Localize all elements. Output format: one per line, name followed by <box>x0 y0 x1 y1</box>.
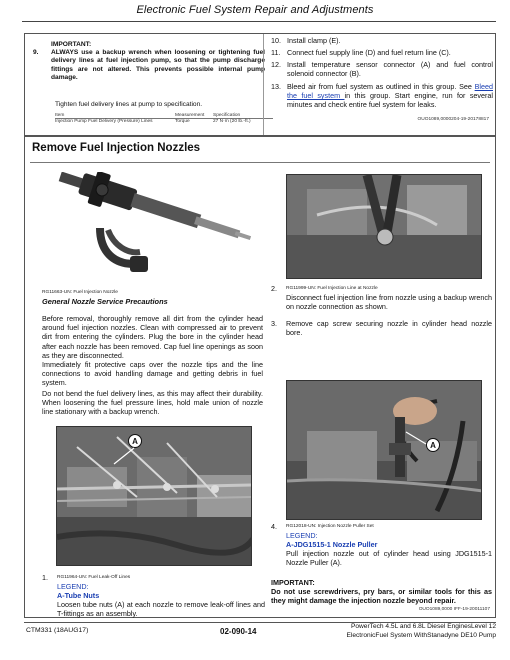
spec-table <box>55 113 273 124</box>
step-4-text: Pull injection nozzle out of cylinder head using JDG1515-1 Nozzle Puller (A). <box>286 549 492 568</box>
nozzle-puller-photo <box>286 380 482 520</box>
section-title-rule <box>30 162 490 163</box>
subheading-precautions: General Nozzle Service Precautions <box>42 297 168 306</box>
step-1-legend-item: A-Tube Nuts <box>57 591 100 600</box>
step-10 <box>271 36 491 45</box>
fig-nozzle-puller-caption: RG12018-UN: Injection Nozzle Puller Set <box>286 524 374 529</box>
page-header-title: Electronic Fuel System Repair and Adjustments <box>136 4 374 16</box>
step-13-text-post: in this group. Start engine, run for several minutes and check entire fuel system for leaks. <box>287 91 493 110</box>
spec-cell-item: Injection Pump Fuel Delivery (Pressure) Lines <box>55 119 153 124</box>
step-12 <box>271 60 493 78</box>
step-1-number: 1. <box>42 573 48 582</box>
footer-page-number: 02-090-14 <box>220 627 257 636</box>
step-2-number: 2. <box>271 284 277 293</box>
right-important-label: IMPORTANT: <box>271 578 315 587</box>
bleed-fuel-system-link[interactable]: Bleed the fuel system <box>287 82 493 101</box>
leak-off-lines-photo <box>56 426 252 566</box>
step-3-text: Remove cap screw securing nozzle in cylinder head nozzle bore. <box>286 319 492 338</box>
top-reference-code: OUO1089,0000204-19-20178817 <box>417 117 489 122</box>
step-4-legend-item: A-JDG1515-1 Nozzle Puller <box>286 540 378 549</box>
step-13 <box>271 82 493 110</box>
spec-header-specification: Specification <box>213 113 241 118</box>
callout-a-tube-nuts: A <box>128 434 142 448</box>
step-number-9: 9. <box>33 49 39 56</box>
footer-right-line-2: ElectronicFuel System WithStanadyne DE10 Pump <box>346 632 496 639</box>
tighten-instruction: Tighten fuel delivery lines at pump to specification. <box>55 101 203 108</box>
callout-a-nozzle-puller: A <box>426 438 440 452</box>
step-4-legend-label: LEGEND: <box>286 531 318 540</box>
fig-fuel-line-caption: RG11999-UN: Fuel Injection Line at Nozzle <box>286 286 378 291</box>
header-divider <box>22 21 496 22</box>
step-1-legend-label: LEGEND: <box>57 582 89 591</box>
step-10-text: Install clamp (E). <box>287 36 341 45</box>
step-3-number: 3. <box>271 319 277 328</box>
step-13-text-pre: Bleed air from fuel system as outlined in this group. See <box>287 82 475 91</box>
top-box-column-divider <box>263 34 264 135</box>
fig-leak-off-caption: RG11964-UN: Fuel Leak-Off Lines <box>57 575 131 580</box>
step-11-number: 11. <box>271 48 281 57</box>
step-13-number: 13. <box>271 82 281 91</box>
step-10-number: 10. <box>271 36 281 45</box>
step-12-text: Install temperature sensor connector (A) and fuel control solenoid connector (B). <box>287 60 493 79</box>
important-label: IMPORTANT: <box>51 41 92 48</box>
spec-cell-specification: 27 N·m (20 lb.-ft.) <box>213 119 251 124</box>
spec-header-measurement: Measurement <box>175 113 205 118</box>
section-title: Remove Fuel Injection Nozzles <box>32 142 201 154</box>
step-2-text: Disconnect fuel injection line from nozzle using a backup wrench on nozzle connection as shown. <box>286 293 492 312</box>
bottom-reference-code: OUO1089,0000 IFF-19-20011107 <box>418 607 490 612</box>
fuel-line-at-nozzle-photo <box>286 174 482 279</box>
callout-a-puller-leader-line <box>404 430 430 448</box>
top-continuation-box <box>24 33 496 136</box>
precaution-paragraph-2: Immediately fit protective caps over the nozzle tips and the line connections to avoid handling damage and getting debris in fuel system. <box>42 360 263 388</box>
step-4-number: 4. <box>271 522 277 531</box>
footer-left-code: CTM331 (18AUG17) <box>26 627 89 634</box>
fuel-injection-nozzle-photo <box>42 172 260 280</box>
important-warning-text: ALWAYS use a backup wrench when loosening or tightening fuel delivery lines at fuel injection pump, so that the pump discharge fittings are not altered. This prevents possible internal pump damage. <box>51 49 265 82</box>
right-important-text: Do not use screwdrivers, pry bars, or similar tools for this as they might damage the injection nozzle beyond repair. <box>271 587 492 606</box>
spec-header-item: Item <box>55 113 65 118</box>
callout-a-leader-line <box>110 446 140 466</box>
fig-nozzle-caption: RG11663-UN: Fuel Injection Nozzle <box>42 290 118 295</box>
precaution-paragraph-3: Do not bend the fuel delivery lines, as this may affect their durability. When loosening the fuel pressure lines, hold male union of nozzle line stationary with a backup wrench. <box>42 389 263 417</box>
step-1-text: Loosen tube nuts (A) at each nozzle to remove leak-off lines and T-fittings as an assembly. <box>57 600 265 619</box>
step-11-text: Connect fuel supply line (D) and fuel return line (C). <box>287 48 451 57</box>
step-12-number: 12. <box>271 60 281 69</box>
step-11 <box>271 48 491 57</box>
precaution-paragraph-1: Before removal, thoroughly remove all dirt from the cylinder head around fuel injection nozzles. Clean with compressed air to prevent dirt from entering the cylinders. Plug the bore in the cylinder head after each nozzle has been removed. Cap fuel line openings as soon as they are disconnected. <box>42 314 263 360</box>
footer-right-line-1: PowerTech 4.5L and 6.8L Diesel EnginesLevel 12 <box>350 623 496 630</box>
spec-cell-measurement: Torque <box>175 119 190 124</box>
